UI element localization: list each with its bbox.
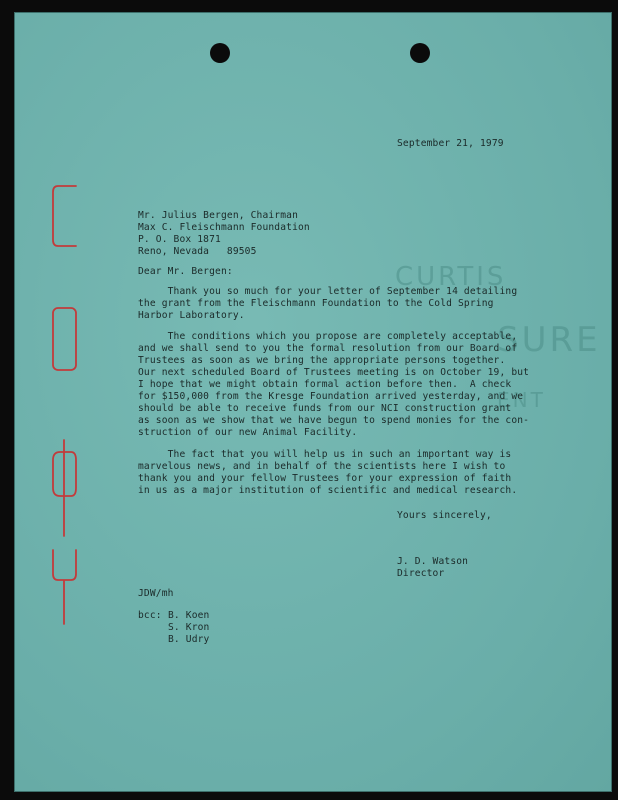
signer-title: Director — [397, 568, 445, 579]
body-line: for $150,000 from the Kresge Foundation arrived yesterday, and we — [138, 391, 524, 402]
letter-date: September 21, 1979 — [397, 138, 504, 149]
bcc-recipient: B. Koen — [168, 610, 210, 621]
body-line: I hope that we might obtain formal action before then. A check — [138, 379, 512, 390]
body-line: Trustees as soon as we bring the appropriate persons together. — [138, 355, 506, 366]
stamp-line: ENT — [497, 388, 546, 412]
body-line: should be able to receive funds from our NCI construction grant — [138, 403, 512, 414]
body-line: as soon as we show that we have begun to spend monies for the con- — [138, 415, 530, 426]
stamp-line: CURTIS — [395, 262, 507, 292]
stamp-line: SURE — [497, 320, 601, 360]
bcc-label: bcc: — [138, 610, 162, 621]
punch-hole-left — [210, 43, 230, 63]
body-line: marvelous news, and in behalf of the scientists here I wish to — [138, 461, 506, 472]
punch-hole-right — [410, 43, 430, 63]
body-line: Our next scheduled Board of Trustees meeting is on October 19, but — [138, 367, 530, 378]
bcc-recipient: B. Udry — [168, 634, 210, 645]
body-line: Thank you so much for your letter of September 14 detailing — [138, 286, 518, 297]
body-line: in us as a major institution of scientific and medical research. — [138, 485, 518, 496]
closing: Yours sincerely, — [397, 510, 492, 521]
address-line: P. O. Box 1871 — [138, 234, 221, 245]
copy-mark — [46, 178, 86, 628]
bcc-recipient: S. Kron — [168, 622, 210, 633]
body-line: Harbor Laboratory. — [138, 310, 245, 321]
body-line: The fact that you will help us in such an important way is — [138, 449, 512, 460]
body-line: thank you and your fellow Trustees for your expression of faith — [138, 473, 512, 484]
address-line: Reno, Nevada 89505 — [138, 246, 257, 257]
address-line: Max C. Fleischmann Foundation — [138, 222, 310, 233]
body-line: The conditions which you propose are completely acceptable, — [138, 331, 518, 342]
signer-name: J. D. Watson — [397, 556, 469, 567]
typist-initials: JDW/mh — [138, 588, 174, 599]
salutation: Dear Mr. Bergen: — [138, 266, 233, 277]
body-line: and we shall send to you the formal resolution from our Board of — [138, 343, 518, 354]
address-line: Mr. Julius Bergen, Chairman — [138, 210, 298, 221]
body-line: struction of our new Animal Facility. — [138, 427, 358, 438]
body-line: the grant from the Fleischmann Foundation to the Cold Spring — [138, 298, 494, 309]
